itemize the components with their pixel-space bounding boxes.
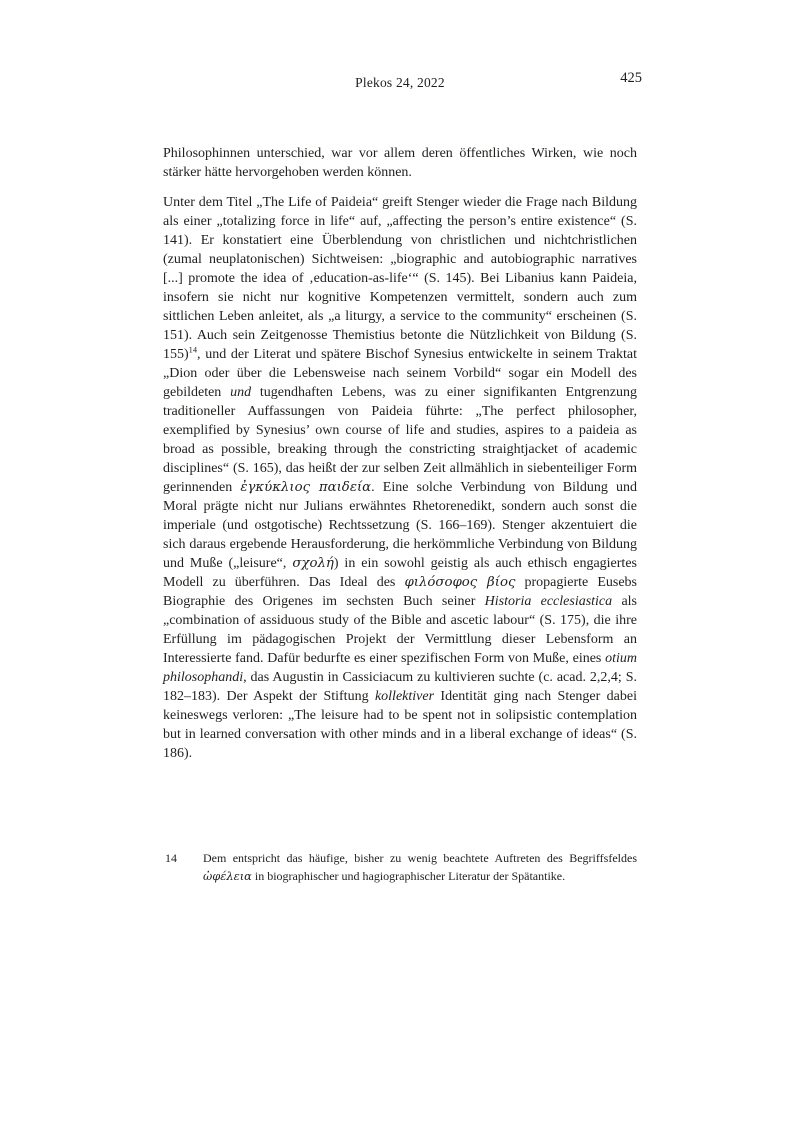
text-run: Unter dem Titel „The Life of Paideia“ greift Stenger wieder die Frage nach Bildung als einer „totalizing force in life“ auf, „affecting the person’s entire existence“ (S. 141). Er konstatiert eine Überblendung von christlichen und nichtchristlichen (zumal neuplatonischen) Sichtweisen: „biographic and autobiographic narratives [...] promote the idea of ‚education-as-life‘“ (S. 145). Bei Libanius kann Paideia, insofern sie nicht nur kognitive Kompetenzen vermittelt, sondern auch zum sittlichen Leben anleitet, als „a liturgy, a service to the community“ erscheinen (S. 151). Auch sein Zeitgenosse Themistius betonte die Nützlichkeit von Bildung (S. 155) xyxy=(163,195,637,362)
footnote xyxy=(163,849,637,885)
text-run: tugendhaften Lebens, was zu einer signifikanten Entgrenzung traditioneller Auffassungen von Paideia führte: „The perfect philosopher, exemplified by Synesius’ own course of life and studies, aspires to a paideia as broad as possible, breaking through the constricting straightjacket of academic disciplines“ (S. 165), das heißt der zur selben Zeit allmählich in siebenteiliger Form gerinnenden xyxy=(163,385,638,495)
text-run: σχολή xyxy=(292,556,334,571)
text-run: ὠφέλεια xyxy=(203,869,252,883)
text-run: ἐγκύκλιος παιδεία xyxy=(240,480,372,495)
text-run: kollektiver xyxy=(374,689,435,704)
page-number: 425 xyxy=(620,70,642,86)
text-run: als „combination of assiduous study of the Bible and ascetic labour“ (S. 175), die ihre Erfüllung im pädagogischen Projekt der Vermittlung dieser Lebensform an Interessierte fand. Dafür bedurfte es einer spezifischen Form von Muße, eines xyxy=(163,594,638,666)
footnote-reference: 14 xyxy=(188,345,198,355)
text-run: , das Augustin in Cassiciacum zu kultivieren suchte (c. acad. 2,2,4; S. 182–183). Der Aspekt der Stiftung xyxy=(163,670,637,704)
text-run: φιλόσοφος βίος xyxy=(404,575,516,590)
text-run: Historia ecclesiastica xyxy=(484,594,613,609)
text-run: propagierte Eusebs Biographie des Origenes im sechsten Buch seiner xyxy=(163,575,637,609)
text-run: Philosophinnen unterschied, war vor allem deren öffentliches Wirken, wie noch stärker hätte hervorgehoben werden können. xyxy=(163,146,637,180)
text-run: in biographischer und hagiographischer Literatur der Spätantike. xyxy=(251,869,566,883)
text-run: , und der Literat und spätere Bischof Synesius entwickelte in seinem Traktat „Dion oder über die Lebensweise nach seinem Vorbild“ sogar ein Modell des gebildeten xyxy=(163,347,637,400)
footnote-text xyxy=(163,849,637,885)
text-block xyxy=(163,144,637,774)
text-run: Identität ging nach Stenger dabei keineswegs verloren: „The leisure had to be spent not in solipsistic contemplation but in learned conversation with other minds and in a liberal exchange of ideas“ (S. 186). xyxy=(163,689,637,761)
running-title: Plekos 24, 2022 xyxy=(355,75,445,90)
text-run: . Eine solche Verbindung von Bildung und Moral prägte nicht nur Julians erwähntes Rhetorenedikt, sondern auch sonst die imperiale (und ostgotische) Rechtssetzung (S. 166–169). Stenger akzentuiert die sich daraus ergebende Herausforderung, die herkömmliche Verbindung von Bildung und Muße („leisure“, xyxy=(163,480,638,571)
text-run: und xyxy=(230,385,252,400)
text-run: ) in ein sowohl geistig als auch ethisch engagiertes Modell zu überführen. Das Ideal des xyxy=(163,556,637,590)
text-run: Dem entspricht das häufige, bisher zu wenig beachtete Auftreten des Begriffsfeldes xyxy=(203,851,637,865)
footnote-marker: 14 xyxy=(165,851,177,865)
text-run: otium philosophandi xyxy=(163,651,637,685)
body-paragraph-1 xyxy=(163,144,637,182)
body-paragraph-2 xyxy=(163,193,637,763)
